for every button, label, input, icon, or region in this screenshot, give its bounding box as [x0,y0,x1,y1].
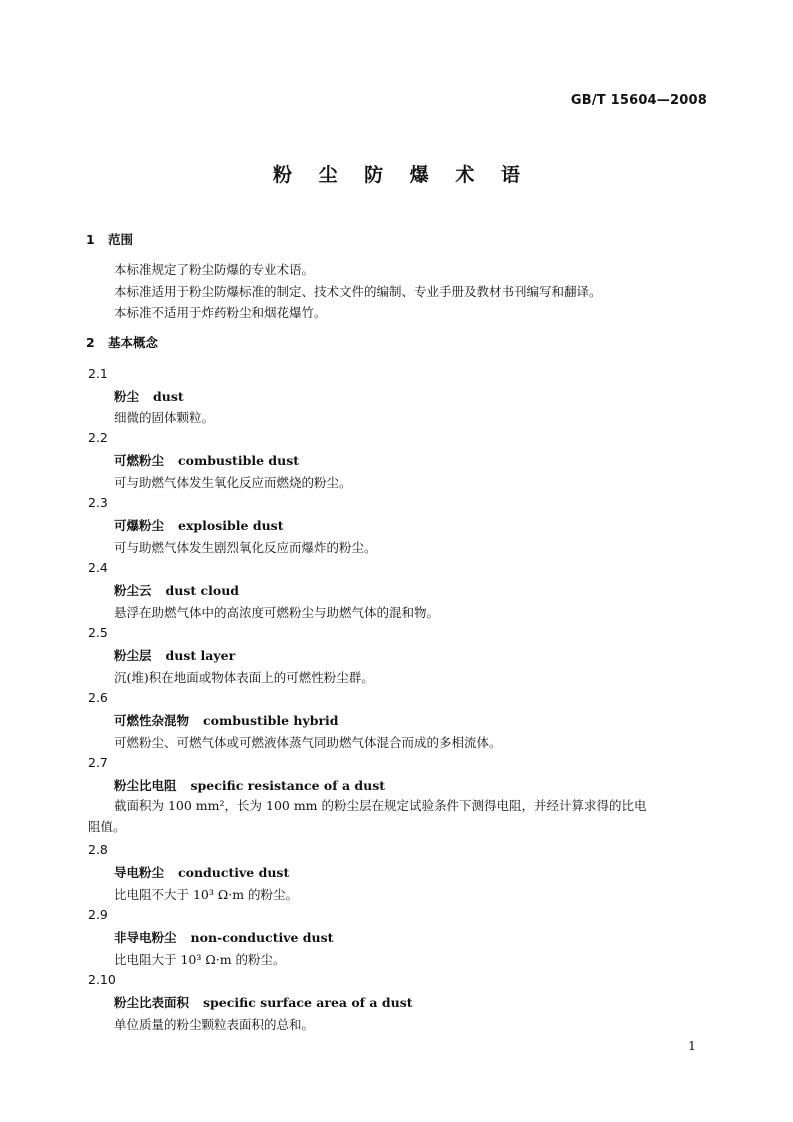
term-number: 2.8 [88,842,108,857]
page-number: 1 [688,1038,696,1053]
term-english: specific surface area of a dust [203,995,413,1010]
standard-number: GB/T 15604—2008 [570,93,707,108]
term-number: 2.4 [88,560,108,575]
term-chinese: 导电粉尘 [114,865,165,880]
term-definition: 可燃粉尘、可燃气体或可燃液体蒸气同助燃气体混合而成的多相流体。 [114,735,502,750]
term-chinese: 粉尘层 [114,648,152,663]
term-chinese: 可燃粉尘 [114,453,165,468]
term-chinese: 可爆粉尘 [114,518,165,533]
term-english: dust layer [165,648,236,663]
term-english: conductive dust [178,865,290,880]
term-number: 2.10 [88,972,116,987]
term-english: non-conductive dust [190,930,334,945]
section-title: 范围 [108,232,134,247]
term-english: combustible dust [178,453,300,468]
term-english: combustible hybrid [203,713,339,728]
term-english: dust cloud [165,583,240,598]
scope-paragraph: 本标准不适用于炸药粉尘和烟花爆竹。 [114,305,327,320]
section-number: 1 [86,232,95,247]
term-english: dust [153,389,184,404]
term-chinese: 非导电粉尘 [114,930,177,945]
term-chinese: 粉尘 [114,389,140,404]
term-definition [88,795,710,837]
term-definition: 可与助燃气体发生剧烈氧化反应而爆炸的粉尘。 [114,540,377,555]
term-number: 2.2 [88,430,108,445]
term-english: explosible dust [178,518,284,533]
term-heading [114,451,299,469]
term-heading [114,581,239,599]
term-chinese: 可燃性杂混物 [114,713,190,728]
term-heading [114,863,289,881]
term-heading [114,387,184,405]
term-english: specific resistance of a dust [190,778,386,793]
section-heading-basic-concepts [86,333,158,351]
term-heading [114,776,385,794]
term-heading [114,993,413,1011]
term-definition: 比电阻大于 10³ Ω·m 的粉尘。 [114,952,286,967]
term-number: 2.7 [88,755,108,770]
term-heading [114,711,339,729]
term-number: 2.1 [88,366,108,381]
term-definition: 细微的固体颗粒。 [114,410,215,425]
document-title: 粉 尘 防 爆 术 语 [272,164,531,186]
scope-paragraph: 本标准适用于粉尘防爆标准的制定、技术文件的编制、专业手册及教材书刊编写和翻译。 [114,284,602,299]
term-heading [114,646,235,664]
term-definition: 比电阻不大于 10³ Ω·m 的粉尘。 [114,887,299,902]
term-heading [114,516,283,534]
term-definition: 可与助燃气体发生氧化反应而燃烧的粉尘。 [114,475,352,490]
term-definition: 单位质量的粉尘颗粒表面积的总和。 [114,1017,315,1032]
term-chinese: 粉尘比表面积 [114,995,190,1010]
term-chinese: 粉尘比电阻 [114,778,177,793]
term-heading [114,928,333,946]
section-title: 基本概念 [108,335,159,350]
term-number: 2.3 [88,495,108,510]
section-number: 2 [86,335,95,350]
section-heading-scope [86,230,133,248]
scope-paragraph: 本标准规定了粉尘防爆的专业术语。 [114,262,315,277]
term-chinese: 粉尘云 [114,583,152,598]
term-definition: 悬浮在助燃气体中的高浓度可燃粉尘与助燃气体的混和物。 [114,605,440,620]
term-definition: 沉(堆)积在地面或物体表面上的可燃性粉尘群。 [114,670,374,685]
term-number: 2.9 [88,907,108,922]
term-definition-line: 截面积为 100 mm²，长为 100 mm 的粉尘层在规定试验条件下测得电阻，并经计算求得的比电 [114,798,647,813]
term-definition-continuation: 阻值。 [88,819,126,834]
term-number: 2.5 [88,625,108,640]
term-number: 2.6 [88,690,108,705]
